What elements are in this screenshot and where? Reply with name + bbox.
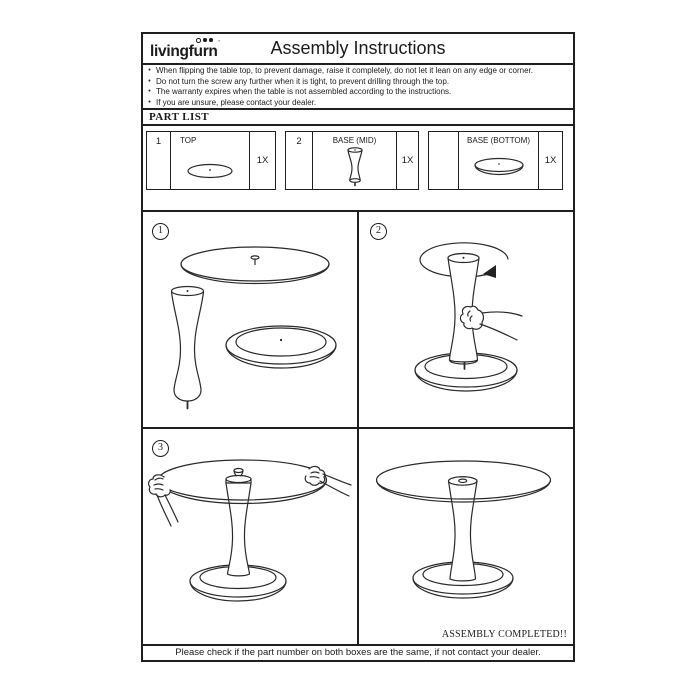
step1-panel <box>143 212 359 429</box>
base-mid-icon <box>340 145 370 187</box>
note-text: Do not turn the screw any further when it is tight, to prevent drilling through the top. <box>156 76 450 86</box>
part-name: TOP <box>180 136 197 145</box>
part-list <box>143 126 573 212</box>
completed-diagram <box>359 429 573 644</box>
base-bottom-icon <box>469 153 529 181</box>
document-page <box>141 32 575 662</box>
note-line <box>143 87 573 98</box>
hand-icon <box>149 475 178 526</box>
note-line <box>143 98 573 109</box>
part-number: 2 <box>286 132 313 189</box>
step3-diagram <box>143 429 357 644</box>
part-name: BASE (MID) <box>332 136 377 145</box>
part-item-top <box>146 131 276 190</box>
part-list-heading: PART LIST <box>143 110 573 126</box>
rotation-arrow-icon <box>483 265 496 278</box>
table-top-icon <box>180 162 240 180</box>
part-number <box>429 132 459 189</box>
part-name: BASE (BOTTOM) <box>467 136 530 145</box>
bullet-icon: • <box>148 98 151 106</box>
part-item-base-mid <box>285 131 419 190</box>
note-line <box>143 66 573 77</box>
assembly-completed-label: ASSEMBLY COMPLETED!! <box>441 629 567 640</box>
safety-notes <box>143 63 573 110</box>
bullet-icon: • <box>148 67 151 74</box>
step2-diagram <box>359 212 573 427</box>
step3-number-badge: 3 <box>152 440 169 457</box>
step1-diagram <box>143 212 357 427</box>
step2-number-badge: 2 <box>370 223 387 240</box>
note-line <box>143 77 573 88</box>
note-text: When flipping the table top, to prevent damage, raise it completely, do not let it lean on any edge or corner. <box>156 66 533 75</box>
completed-panel <box>359 429 573 644</box>
page-title: Assembly Instructions <box>270 38 446 58</box>
note-text: The warranty expires when the table is not assembled according to the instructions. <box>156 87 452 96</box>
note-text: If you are unsure, please contact your dealer. <box>156 97 317 107</box>
brand-logo-trademark: ’ <box>218 39 220 48</box>
part-item-base-bottom <box>428 131 563 190</box>
part-quantity: 1X <box>401 155 414 166</box>
step3-panel <box>143 429 359 644</box>
header <box>143 34 573 65</box>
bullet-icon: • <box>148 88 151 95</box>
footer-note: Please check if the part number on both boxes are the same, if not contact your dealer. <box>143 644 573 660</box>
bullet-icon: • <box>148 77 151 85</box>
brand-logo-text: livingfurn <box>150 43 218 60</box>
part-quantity: 1X <box>544 155 557 166</box>
step2-panel <box>359 212 573 429</box>
part-quantity: 1X <box>256 155 269 166</box>
step1-number-badge: 1 <box>152 223 169 240</box>
part-number: 1 <box>147 132 171 189</box>
